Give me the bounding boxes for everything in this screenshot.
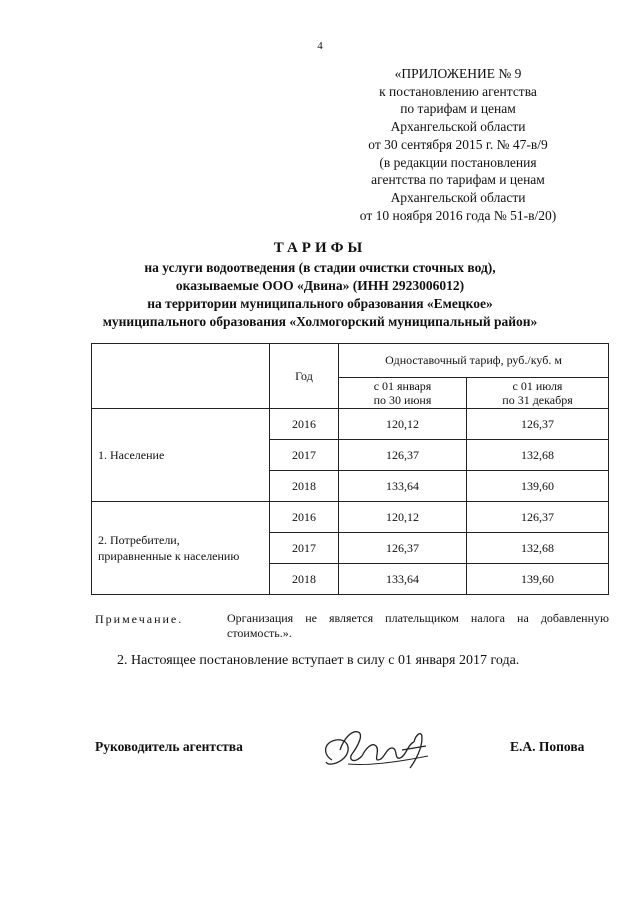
signature-icon — [318, 720, 438, 782]
tariff-cell: 120,12 — [339, 409, 467, 440]
appendix-line: по тарифам и ценам — [400, 101, 516, 117]
year-cell: 2017 — [270, 440, 339, 471]
year-cell: 2018 — [270, 471, 339, 502]
signatory-name: Е.А. Попова — [510, 739, 585, 754]
tariff-cell: 133,64 — [339, 564, 467, 595]
tariff-cell: 139,60 — [467, 471, 609, 502]
year-cell: 2016 — [270, 409, 339, 440]
paragraph-2: 2. Настоящее постановление вступает в силу с 01 января 2017 года. — [117, 653, 520, 668]
tariff-cell: 139,60 — [467, 564, 609, 595]
subtitle-line: муниципального образования «Холмогорский муниципальный район» — [102, 314, 538, 329]
header-period-2: с 01 июля по 31 декабря — [467, 378, 609, 409]
year-cell: 2016 — [270, 502, 339, 533]
appendix-line: «ПРИЛОЖЕНИЕ № 9 — [394, 66, 522, 81]
category-cell: 2. Потребители, приравненные к населению — [92, 502, 270, 595]
signatory-title: Руководитель агентства — [95, 739, 243, 754]
note-text: Организация не является плательщиком налога на добавленную стоимость.». — [227, 611, 609, 640]
appendix-line: к постановлению агентства — [379, 83, 537, 99]
tariffs-table — [91, 343, 609, 595]
header-period-1: с 01 января по 30 июня — [339, 378, 467, 409]
subtitle-line: оказываемые ООО «Двина» (ИНН 2923006012) — [175, 278, 465, 293]
year-cell: 2018 — [270, 564, 339, 595]
appendix-line: от 30 сентября 2015 г. № 47-в/9 — [368, 136, 548, 152]
subtitle-line: на услуги водоотведения (в стадии очистки сточных вод), — [144, 260, 496, 275]
appendix-line: от 10 ноября 2016 года № 51-в/20) — [359, 207, 557, 223]
document-subtitle — [60, 259, 580, 331]
table-row — [92, 502, 609, 533]
note-label: Примечание. — [95, 612, 184, 626]
table-row — [92, 409, 609, 440]
header-empty-cell — [92, 344, 270, 409]
page-number: 4 — [317, 40, 323, 52]
category-cell: 1. Население — [92, 409, 270, 502]
tariff-cell: 133,64 — [339, 471, 467, 502]
tariff-cell: 126,37 — [467, 502, 609, 533]
table-header-row — [92, 344, 609, 378]
appendix-line: Архангельской области — [390, 119, 526, 135]
tariff-cell: 132,68 — [467, 533, 609, 564]
appendix-line: (в редакции постановления — [379, 154, 537, 170]
header-tariff: Одноставочный тариф, руб./куб. м — [339, 344, 609, 378]
tariff-cell: 132,68 — [467, 440, 609, 471]
tariff-cell: 120,12 — [339, 502, 467, 533]
appendix-line: Архангельской области — [390, 189, 526, 205]
header-year: Год — [270, 344, 339, 409]
document-title: ТАРИФЫ — [273, 240, 367, 256]
appendix-line: агентства по тарифам и ценам — [371, 172, 545, 188]
appendix-header — [340, 65, 576, 224]
subtitle-line: на территории муниципального образования «Емецкое» — [147, 296, 493, 311]
tariff-cell: 126,37 — [339, 533, 467, 564]
year-cell: 2017 — [270, 533, 339, 564]
tariff-cell: 126,37 — [339, 440, 467, 471]
tariff-cell: 126,37 — [467, 409, 609, 440]
